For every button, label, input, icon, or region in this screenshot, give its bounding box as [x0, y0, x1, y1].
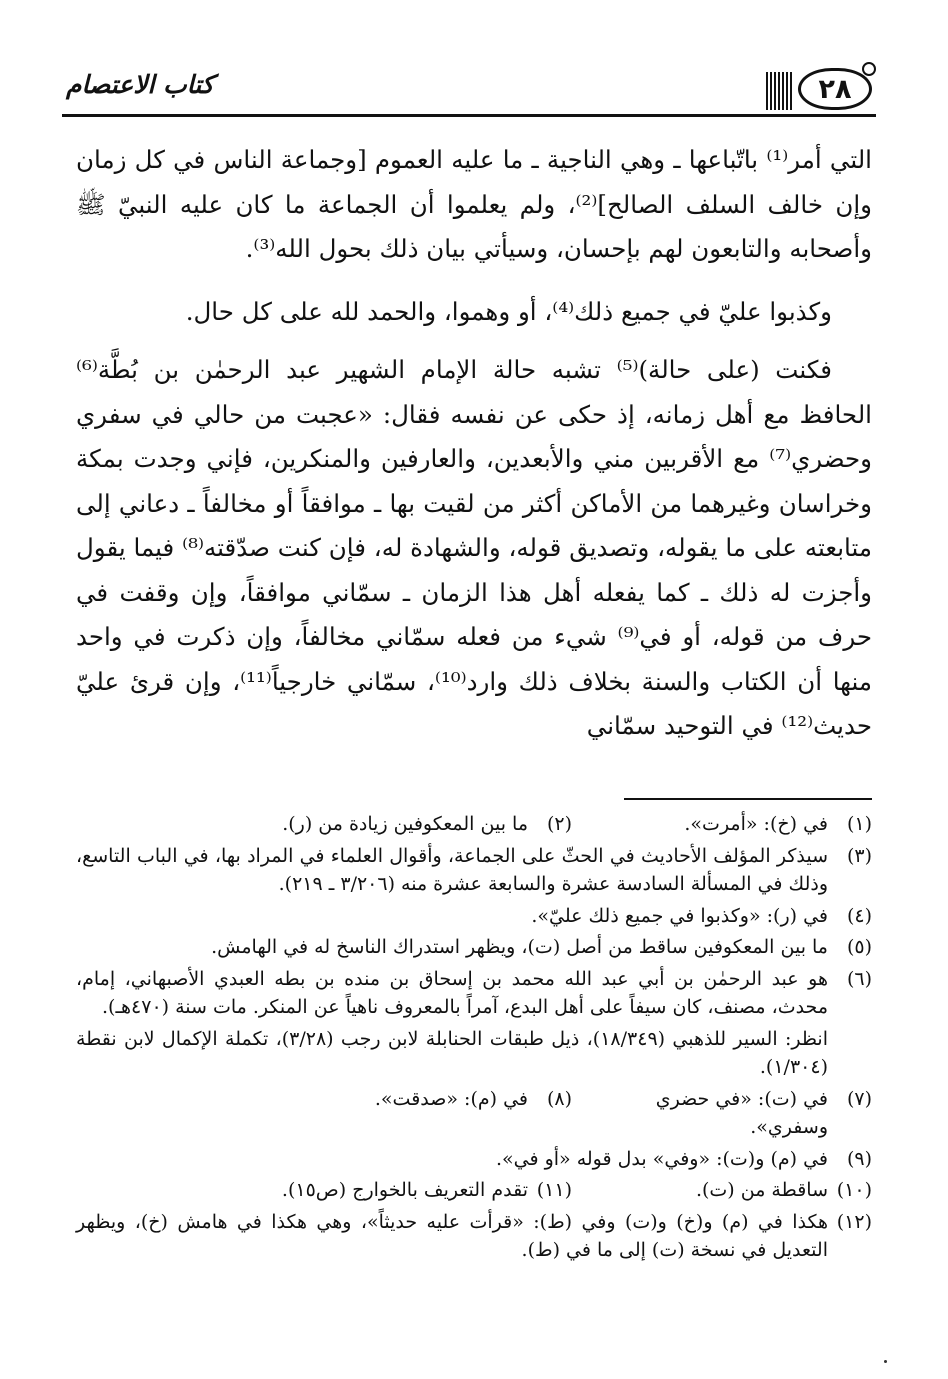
footnote-number: (٩)	[846, 1147, 872, 1170]
footnote-text: في (ر): «وكذبوا في جميع ذلك عليّ».	[531, 904, 828, 927]
footnote-4	[76, 902, 872, 931]
footnotes	[76, 810, 872, 1268]
footnote-text: في (خ): «أمرت».	[684, 813, 828, 835]
footnote-number: (٣)	[846, 844, 872, 867]
footnote-10	[572, 1176, 872, 1205]
footnote-11	[76, 1176, 572, 1205]
footnote-text: ساقطة من (ت).	[695, 1179, 828, 1201]
footnote-2	[76, 810, 572, 839]
paragraph-1: التي أمر⁽¹⁾ باتّباعها ـ وهي الناجية ـ ما عليه العموم [وجماعة الناس في كل زمان وإن خالف السلف الصالح]⁽²⁾، ولم يعلموا أن الجماعة ما كان عليه النبيّ ﷺ وأصحابه والتابعون لهم بإحسان، وسيأتي بيان ذلك بحول الله⁽³⁾.	[76, 145, 872, 263]
paragraph-3: فكنت (على حالة)⁽⁵⁾ تشبه حالة الإمام الشهير عبد الرحمٰن بن بُطَّة⁽⁶⁾ الحافظ مع أهل زمانه، إذ حكى عن نفسه فقال: «عجبت من حالي في سفري وحضري⁽⁷⁾ مع الأقربين مني والأبعدين، والعارفين والمنكرين، فإني وجدت بمكة وخراسان وغيرهما من الأماكن أكثر من لقيت بها ـ موافقاً أو مخالفاً ـ دعاني إلى متابعته على ما يقوله، وتصديق قوله، والشهادة له، فإن كنت صدّقته⁽⁸⁾ فيما يقول وأجزت له ذلك ـ كما يفعله أهل هذا الزمان ـ سمّاني موافقاً، وإن وقفت في حرف من قوله، أو في⁽⁹⁾ شيء من فعله سمّاني مخالفاً، وإن ذكرت في واحد منها أن الكتاب والسنة بخلاف ذلك وارد⁽¹⁰⁾، سمّاني خارجياً⁽¹¹⁾، وإن قرئ عليّ حديث⁽¹²⁾ في التوحيد سمّاني	[76, 355, 873, 740]
paragraph-2: وكذبوا عليّ في جميع ذلك⁽⁴⁾، أو وهموا، والحمد لله على كل حال.	[185, 296, 832, 326]
footnote-text: ما بين المعكوفين زيادة من (ر).	[282, 813, 528, 835]
footnote-text: هو عبد الرحمٰن بن أبي عبد الله محمد بن إسحاق بن منده بن بطه العبدي الأصبهاني، إمام، محدث، مصنف، كان سيفاً على أهل البدع، آمراً بالمعروف ناهياً عن المنكر. مات سنة (٤٧٠هـ).	[76, 967, 828, 1018]
footnote-number: (١٢)	[836, 1210, 872, 1233]
footnote-text: تقدم التعريف بالخوارج (ص١٥).	[281, 1179, 528, 1201]
footnote-6-continuation: انظر: السير للذهبي (١٨/٣٤٩)، ذيل طبقات الحنابلة لابن رجب (٣/٢٨)، تكملة الإكمال لابن نقطة (١/٣٠٤).	[76, 1027, 828, 1078]
footnote-5	[76, 933, 872, 962]
footnote-8	[76, 1085, 572, 1142]
footnote-row-1-2	[76, 810, 872, 839]
footnote-number: (٨)	[546, 1087, 572, 1110]
footnote-number: (١)	[846, 813, 872, 835]
main-text	[76, 138, 872, 749]
scan-speck	[884, 1360, 887, 1363]
footnote-9	[76, 1145, 872, 1174]
footnote-number: (١٠)	[836, 1179, 872, 1201]
footnote-text: ما بين المعكوفين ساقط من أصل (ت)، ويظهر استدراك الناسخ له في الهامش.	[211, 936, 828, 958]
footnote-row-10-11	[76, 1176, 872, 1205]
ornament-dot-icon	[862, 62, 876, 76]
footnote-number: (٥)	[846, 936, 872, 958]
footnote-7	[572, 1085, 872, 1142]
footnote-number: (٧)	[846, 1087, 872, 1110]
footnote-number: (١١)	[536, 1179, 572, 1201]
page-number-ornament	[766, 66, 876, 112]
footnote-3	[76, 842, 872, 899]
footnote-text: في (ت): «في حضري وسفري».	[655, 1087, 828, 1138]
footnote-text: في (م) و(ت): «وفي» بدل قوله «أو في».	[495, 1147, 828, 1170]
footnote-row-7-8	[76, 1085, 872, 1142]
footnote-number: (٤)	[846, 904, 872, 927]
footnote-number: (٦)	[846, 967, 872, 990]
footnote-6	[76, 965, 872, 1022]
footnote-12	[76, 1208, 872, 1265]
ornament-bars-icon	[766, 72, 794, 110]
footnote-text: هكذا في (م) و(خ) و(ت) وفي (ط): «قرأت عليه حديثاً»، وهي هكذا في هامش (خ)، ويظهر التعديل في نسخة (ت) إلى ما في (ط).	[76, 1210, 828, 1261]
book-title: كتاب الاعتصام	[66, 70, 214, 99]
page-number: ٢٨	[798, 68, 872, 110]
footnote-1	[572, 810, 872, 839]
footnote-text: في (م): «صدقت».	[374, 1087, 528, 1110]
page-header	[62, 62, 876, 126]
header-rule	[62, 114, 876, 117]
footnote-rule	[624, 798, 872, 800]
footnote-text: سيذكر المؤلف الأحاديث في الحثّ على الجماعة، وأقوال العلماء في المراد بها، في الباب التاسع، وذلك في المسألة السادسة عشرة والسابعة عشرة منه (٣/٢٠٦ ـ ٢١٩).	[76, 844, 828, 895]
footnote-number: (٢)	[546, 813, 572, 835]
